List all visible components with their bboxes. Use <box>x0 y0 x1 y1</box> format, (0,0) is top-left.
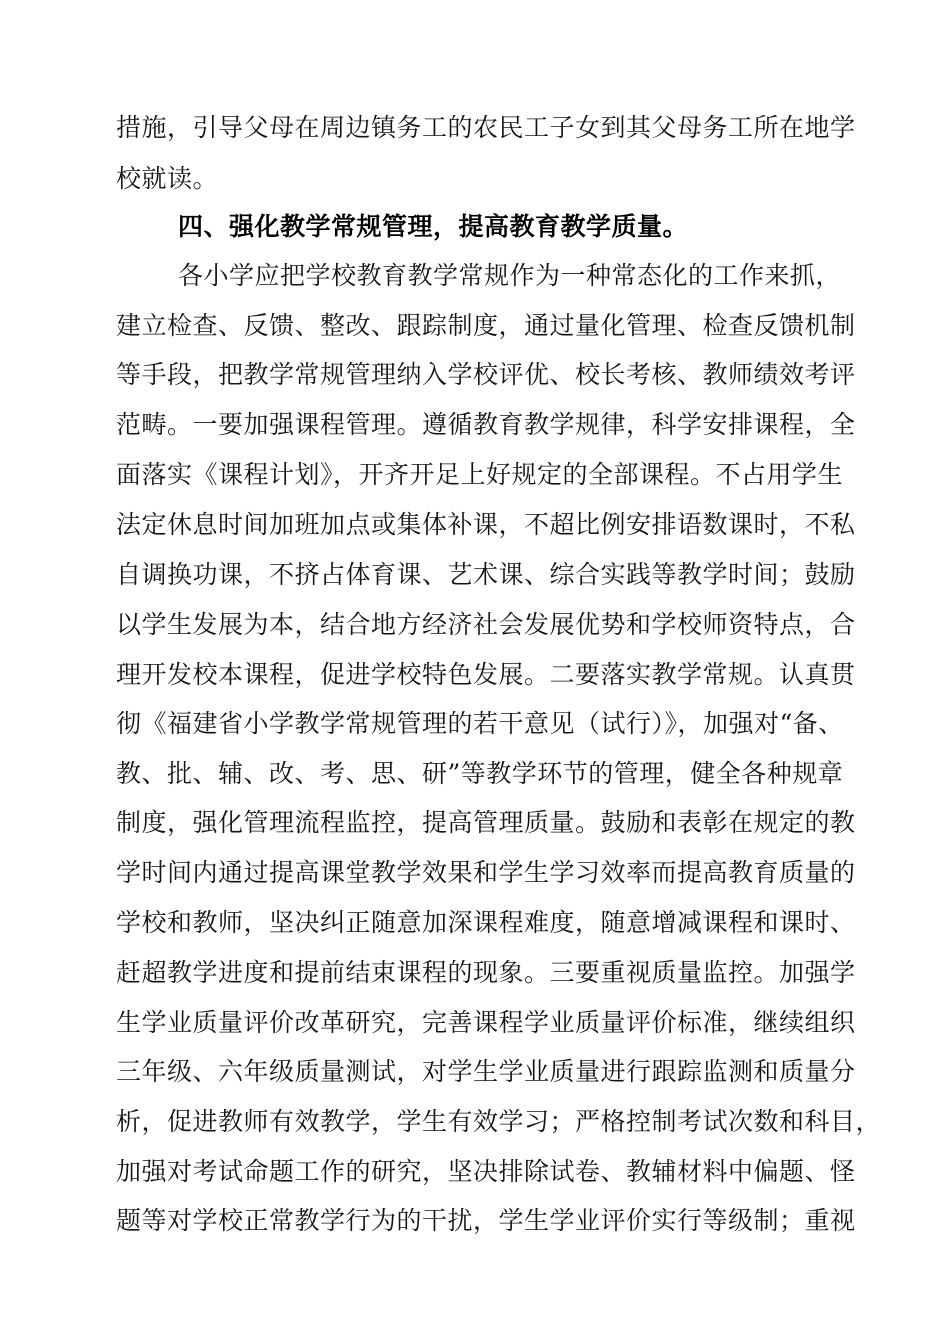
paragraph-line: 学校和教师，坚决纠正随意加深课程难度，随意增减课程和课时、 <box>116 908 856 937</box>
paragraph-line: 析，促进教师有效教学，学生有效学习；严格控制考试次数和科目， <box>116 1107 882 1136</box>
paragraph-line: 校就读。 <box>116 164 219 193</box>
paragraph-line: 理开发校本课程，促进学校特色发展。二要落实教学常规。认真贯 <box>116 660 856 689</box>
paragraph-line: 以学生发展为本，结合地方经济社会发展优势和学校师资特点，合 <box>116 610 856 639</box>
paragraph-line: 题等对学校正常教学行为的干扰，学生学业评价实行等级制；重视 <box>116 1206 856 1235</box>
paragraph-line: 法定休息时间加班加点或集体补课，不超比例安排语数课时，不私 <box>116 510 856 539</box>
paragraph-line: 范畴。一要加强课程管理。遵循教育教学规律，科学安排课程，全 <box>116 410 856 439</box>
paragraph-line: 面落实《课程计划》，开齐开足上好规定的全部课程。不占用学生 <box>116 460 844 489</box>
paragraph-line: 生学业质量评价改革研究，完善课程学业质量评价标准，继续组织 <box>116 1008 856 1037</box>
paragraph-line: 建立检查、反馈、整改、跟踪制度，通过量化管理、检查反馈机制 <box>116 311 856 340</box>
paragraph-line: 三年级、六年级质量测试，对学生学业质量进行跟踪监测和质量分 <box>116 1057 856 1086</box>
paragraph-line: 各小学应把学校教育教学常规作为一种常态化的工作来抓， <box>178 261 842 290</box>
paragraph-line: 措施，引导父母在周边镇务工的农民工子女到其父母务工所在地学 <box>116 113 856 142</box>
paragraph-line: 赶超教学进度和提前结束课程的现象。三要重视质量监控。加强学 <box>116 958 856 987</box>
paragraph-line: 加强对考试命题工作的研究，坚决排除试卷、教辅材料中偏题、怪 <box>116 1157 856 1186</box>
section-heading: 四、强化教学常规管理，提高教育教学质量。 <box>178 212 689 241</box>
paragraph-line: 教、批、辅、改、考、思、研”等教学环节的管理，健全各种规章 <box>116 759 844 788</box>
paragraph-line: 自调换功课，不挤占体育课、艺术课、综合实践等教学时间；鼓励 <box>116 560 856 589</box>
paragraph-line: 制度，强化管理流程监控，提高管理质量。鼓励和表彰在规定的教 <box>116 808 856 837</box>
paragraph-line: 彻《福建省小学教学常规管理的若干意见（试行）》，加强对“备、 <box>116 709 844 738</box>
paragraph-line: 学时间内通过提高课堂教学效果和学生学习效率而提高教育质量的 <box>116 858 856 887</box>
paragraph-line: 等手段，把教学常规管理纳入学校评优、校长考核、教师绩效考评 <box>116 360 856 389</box>
